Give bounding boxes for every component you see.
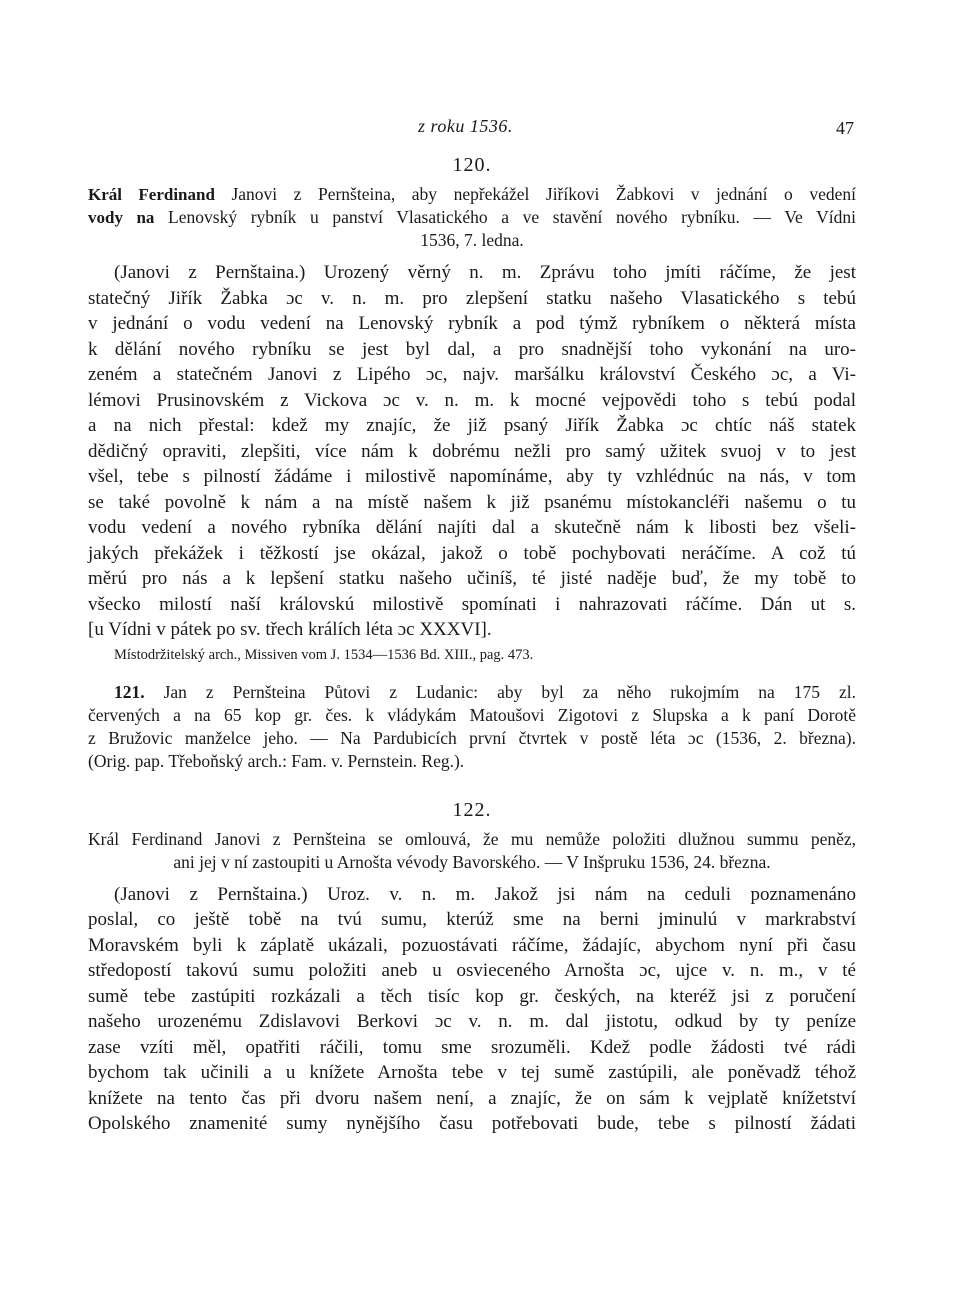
body-line: bychom tak učinili a u knížete Arnošta tebe v tej sumě zastúpili, ale poněvadž téhož [88, 1062, 856, 1083]
summary-line: 1536, 7. ledna. [420, 230, 524, 250]
document-120-body [88, 260, 856, 643]
body-line: knížete na tento čas při dvoru našem není, a znajíc, že on sám k vejplatě knížetství [88, 1087, 856, 1109]
document-page [88, 112, 856, 1137]
body-line: (Janovi z Pernštaina.) Uroz. v. n. m. Jakož jsi nám na ceduli poznamenáno [114, 883, 856, 905]
summary-line: ani jej v ní zastoupiti u Arnošta vévody Bavorského. — V Inšpruku 1536, 24. března. [173, 851, 771, 872]
body-line: všecko milostí naší královskú milostivě spomínati i nahrazovati ráčíme. Dán ut s. [88, 593, 856, 615]
body-line: (Janovi z Pernštaina.) Urozený věrný n. m. Zprávu toho jmíti ráčíme, že jest [114, 262, 856, 283]
body-line: měrú pro nás a k lepšení statku našeho učiníš, té jisté naděje buď, že my tobě to [88, 568, 856, 589]
body-line: dědičný opraviti, zlepšiti, více nám k dobrému nežli pro samý užitek svuoj v to jest [88, 440, 856, 462]
body-line: Moravském byli k záplatě ukázali, pozuostávati ráčíme, žádajíc, abychom nyní při času [88, 934, 856, 956]
body-line: sumě tebe zastúpiti rozkázali a těch tisíc kop gr. českých, na kteréž jsi z poručení [88, 985, 856, 1007]
document-122-summary [88, 828, 856, 874]
body-line: zeném a statečném Janovi z Lipého ɔc, najv. maršálku království Českého ɔc, a Vi- [88, 364, 856, 385]
body-line: vodu vedení a nového rybníka dělání najíti dal a skutečně nám k libosti bez všeli- [88, 517, 856, 538]
body-line: poslal, co ještě tobě na tvú sumu, kterúž sme na berni jminulú v markrabství [88, 909, 856, 930]
body-line: se také povolně k nám a na místě našem k již psanému místokancléři našemu o tu [88, 491, 856, 513]
body-line: našeho urozenému Zdislavovi Berkovi ɔc v. n. m. dal jistotu, odkud by ty peníze [88, 1011, 856, 1032]
body-line: [u Vídni v pátek po sv. třech králích léta ɔc XXXVI]. [88, 619, 492, 640]
body-line: Opolského znamenité sumy nynějšího času potřebovati bude, tebe s pilností žádati [88, 1113, 856, 1134]
body-line: lémovi Prusinovském z Vickova ɔc v. n. m. k mocné vejpovědi toho s tebú podal [88, 389, 856, 411]
summary-line: vody na Lenovský rybník u panství Vlasatického a ve stavění nového rybníku. — Ve Vídni [88, 207, 856, 227]
summary-line: Král Ferdinand Janovi z Pernšteina se omlouvá, že mu nemůže položiti dlužnou summu peněz, [88, 828, 856, 849]
body-line: všel, tebe s pilností žádáme i milostivě napomínáme, aby ty vzhlédnúc na nás, v tom [88, 466, 856, 487]
body-line: středopostí takovú sumu položiti aneb u osvieceného Arnošta ɔc, ujce v. n. m., v té [88, 960, 856, 981]
summary-line: Král Ferdinand Janovi z Pernšteina, aby nepřekážel Jiříkovi Žabkovi v jednání o vedení [88, 184, 856, 204]
running-head [88, 112, 856, 144]
body-line: k dělání nového rybníku se jest byl dal, a pro snadnější toho vykonání na uro- [88, 338, 856, 360]
document-number-121: 121. [114, 681, 145, 702]
regest-line: z Bružovic manželce jeho. — Na Pardubicích první čtvrtek v postě léta ɔc (1536, 2. března). [88, 727, 856, 748]
archive-citation: Místodržitelský arch., Missiven vom J. 1534—1536 Bd. XIII., pag. 473. [114, 646, 534, 663]
regest-line: 121. Jan z Pernšteina Půtovi z Ludanic: aby byl za něho rukojmím na 175 zl. [114, 681, 856, 702]
page-number: 47 [836, 118, 854, 138]
body-line: v jednání o vodu vedení na Lenovský rybník a pod týmž rybníkem o některá místa [88, 313, 856, 334]
body-line: statečný Jiřík Žabka ɔc v. n. m. pro zlepšení statku našeho Vlasatického s tebú [88, 287, 856, 309]
document-number-120: 120. [452, 154, 492, 176]
document-120-summary [88, 183, 856, 252]
body-line: jakých překážek i těžkostí jse okázal, jakož o tobě pochybovati neráčíme. A což tú [88, 542, 856, 564]
document-122-body [88, 882, 856, 1137]
running-head-title: z roku 1536. [418, 116, 513, 136]
document-121-regest [88, 681, 856, 773]
regest-line: červených a na 65 kop gr. čes. k vládykám Matoušovi Zigotovi z Slupska a k paní Dorotě [88, 704, 856, 725]
regest-line: (Orig. pap. Třeboňský arch.: Fam. v. Pernstein. Reg.). [88, 750, 465, 771]
body-line: a na nich přestal: kdež my znajíc, že již psaný Jiřík Žabka ɔc chtíc náš statek [88, 415, 856, 436]
document-number-122: 122. [452, 798, 492, 821]
body-line: zase vzíti měl, opatřiti ráčili, tomu sme srozuměli. Kdež podle žádosti tvé rádi [88, 1036, 856, 1058]
